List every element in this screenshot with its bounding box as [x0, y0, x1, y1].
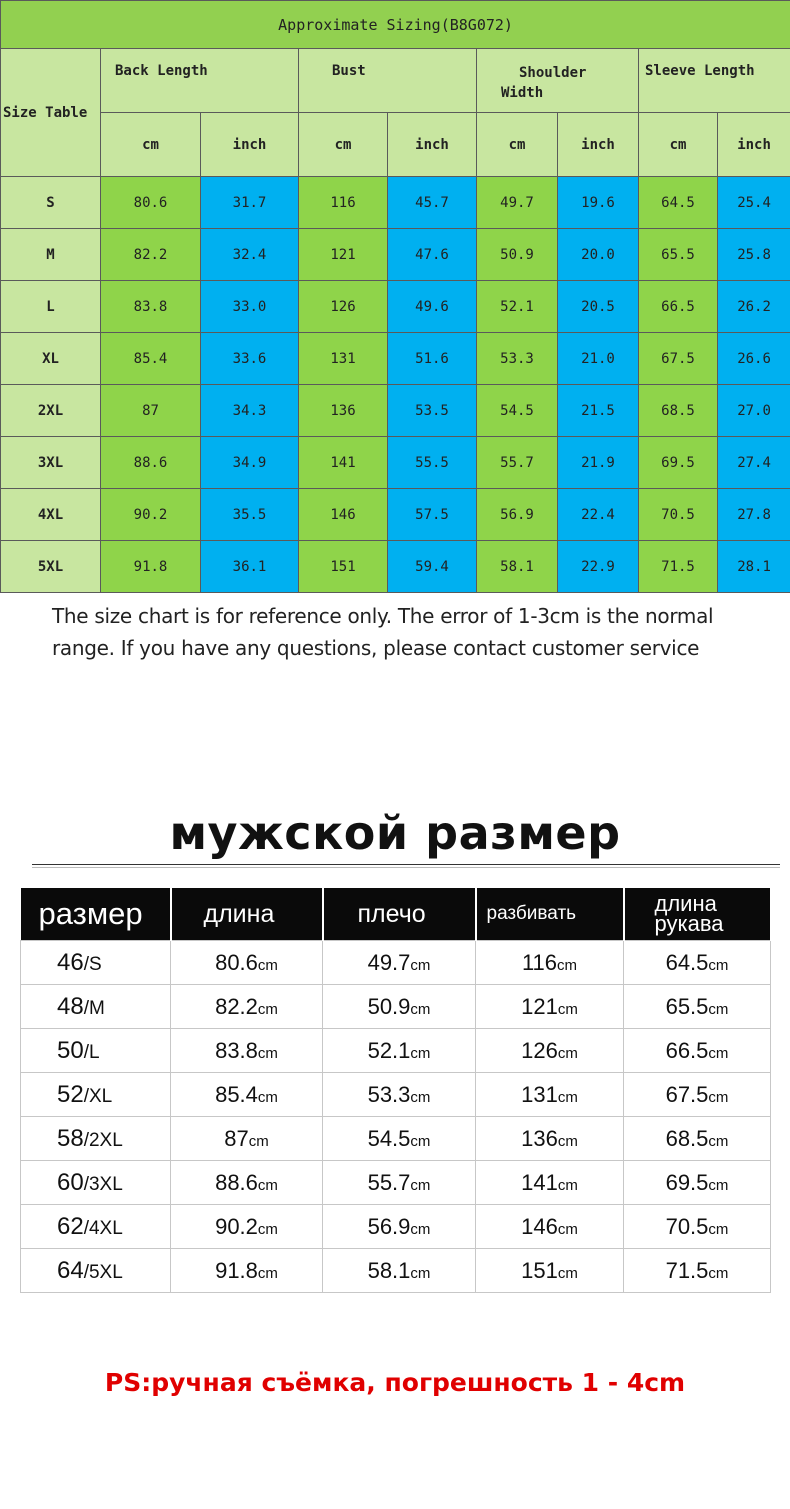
size-label: 4XL [1, 489, 101, 541]
cell-bust-cm: 136 [299, 385, 388, 437]
cell-sl-cm: 66.5 [639, 281, 718, 333]
unit-cm: cm [101, 113, 201, 177]
cell-back-in: 35.5 [201, 489, 299, 541]
cell-length [171, 985, 323, 1029]
value: 151 [521, 1257, 558, 1283]
cell-sh-in: 21.5 [558, 385, 639, 437]
header-length: длина [171, 888, 323, 941]
cell-bust-cm: 126 [299, 281, 388, 333]
int-size: /L [83, 1041, 100, 1063]
cell-shoulder [323, 1029, 476, 1073]
cell-bust [476, 1029, 624, 1073]
unit: cm [257, 1264, 278, 1282]
int-size: /XL [83, 1085, 113, 1107]
unit: cm [410, 1132, 431, 1150]
header-size: размер [21, 888, 171, 941]
cell-bust-in: 55.5 [388, 437, 477, 489]
unit-inch: inch [558, 113, 639, 177]
cell-back-cm: 83.8 [101, 281, 201, 333]
cell-bust-in: 57.5 [388, 489, 477, 541]
value: 87 [224, 1125, 249, 1151]
table-row [21, 1073, 771, 1117]
cell-bust [476, 1161, 624, 1205]
header-back-length: Back Length [101, 49, 299, 113]
unit: cm [257, 956, 278, 974]
cell-bust-cm: 146 [299, 489, 388, 541]
size-label: M [1, 229, 101, 281]
cell-sleeve [624, 1029, 771, 1073]
unit-inch: inch [201, 113, 299, 177]
unit: cm [557, 1044, 578, 1062]
cell-sleeve [624, 1117, 771, 1161]
header-bust: Bust [299, 49, 477, 113]
value: 70.5 [665, 1213, 709, 1239]
cell-back-cm: 91.8 [101, 541, 201, 593]
ru-size: 50 [57, 1036, 84, 1064]
unit-cm: cm [639, 113, 718, 177]
cell-shoulder [323, 1117, 476, 1161]
unit: cm [557, 1000, 578, 1018]
cell-sh-in: 19.6 [558, 177, 639, 229]
cell-sleeve [624, 941, 771, 985]
size-cell [21, 1073, 171, 1117]
value: 54.5 [367, 1125, 411, 1151]
size-cell [21, 1029, 171, 1073]
ps-note: PS:ручная съёмка, погрешность 1 - 4cm [104, 1368, 686, 1397]
cell-sh-in: 21.9 [558, 437, 639, 489]
unit: cm [557, 1220, 578, 1238]
int-size: /3XL [83, 1173, 123, 1195]
size-cell [21, 1205, 171, 1249]
size-chart-russian [20, 888, 772, 1293]
cell-sleeve [624, 1161, 771, 1205]
unit: cm [410, 1000, 431, 1018]
value: 90.2 [215, 1213, 258, 1239]
cell-back-cm: 85.4 [101, 333, 201, 385]
value: 91.8 [215, 1257, 258, 1283]
ru-size: 58 [57, 1124, 84, 1152]
cell-sh-cm: 50.9 [477, 229, 558, 281]
table-row [21, 1161, 771, 1205]
cell-back-in: 34.3 [201, 385, 299, 437]
cell-sh-in: 21.0 [558, 333, 639, 385]
cell-bust-cm: 151 [299, 541, 388, 593]
cell-back-in: 33.0 [201, 281, 299, 333]
cell-shoulder [323, 1073, 476, 1117]
table-row [1, 281, 790, 333]
header-shoulder-width [477, 49, 639, 113]
int-size: /S [83, 953, 102, 975]
value: 67.5 [665, 1081, 709, 1107]
cell-sl-in: 27.4 [718, 437, 790, 489]
value: 121 [521, 993, 558, 1019]
cell-back-in: 31.7 [201, 177, 299, 229]
value: 50.9 [367, 993, 411, 1019]
table-row [1, 229, 790, 281]
cell-sl-cm: 68.5 [639, 385, 718, 437]
cell-bust-in: 47.6 [388, 229, 477, 281]
cell-bust [476, 1205, 624, 1249]
value: 131 [521, 1081, 558, 1107]
cell-back-cm: 80.6 [101, 177, 201, 229]
unit: cm [410, 1176, 431, 1194]
value: 53.3 [367, 1081, 411, 1107]
ru-size: 52 [57, 1080, 84, 1108]
cell-sl-cm: 67.5 [639, 333, 718, 385]
value: 65.5 [665, 993, 709, 1019]
unit: cm [257, 1220, 278, 1238]
cell-length [171, 1073, 323, 1117]
shoulder-line1: Shoulder [519, 65, 587, 81]
cell-length [171, 1161, 323, 1205]
size-label: XL [1, 333, 101, 385]
size-table-label: Size Table [1, 49, 101, 177]
cell-bust-cm: 141 [299, 437, 388, 489]
cell-bust-cm: 116 [299, 177, 388, 229]
value: 85.4 [215, 1081, 258, 1107]
cell-back-in: 34.9 [201, 437, 299, 489]
cell-length [171, 941, 323, 985]
size-cell [21, 1161, 171, 1205]
size-label: 5XL [1, 541, 101, 593]
sleeve-line2: рукава [654, 911, 724, 936]
cell-sh-cm: 49.7 [477, 177, 558, 229]
cell-sh-in: 20.5 [558, 281, 639, 333]
cell-sleeve [624, 985, 771, 1029]
unit: cm [708, 1176, 729, 1194]
ru-size: 46 [57, 948, 84, 976]
title-divider [32, 864, 780, 865]
cell-sh-cm: 54.5 [477, 385, 558, 437]
cell-sl-in: 26.2 [718, 281, 790, 333]
cell-sl-in: 25.8 [718, 229, 790, 281]
unit: cm [257, 1000, 278, 1018]
value: 52.1 [367, 1037, 411, 1063]
size-note: The size chart is for reference only. The error of 1-3cm is the normal range. If you have any questions, please contact customer service [52, 604, 714, 660]
cell-shoulder [323, 1161, 476, 1205]
size-label: 3XL [1, 437, 101, 489]
table-row [1, 385, 790, 437]
cell-bust [476, 1117, 624, 1161]
size-cell [21, 1249, 171, 1293]
value: 68.5 [665, 1125, 709, 1151]
cell-bust [476, 1249, 624, 1293]
unit: cm [248, 1132, 269, 1150]
table-row [1, 177, 790, 229]
int-size: /5XL [83, 1261, 123, 1283]
table-row [21, 985, 771, 1029]
unit: cm [557, 1132, 578, 1150]
cell-shoulder [323, 985, 476, 1029]
table-row [21, 1117, 771, 1161]
cell-bust-cm: 121 [299, 229, 388, 281]
cell-sh-in: 22.9 [558, 541, 639, 593]
size-label: 2XL [1, 385, 101, 437]
shoulder-line2: Width [501, 85, 544, 101]
size-label: L [1, 281, 101, 333]
cell-length [171, 1029, 323, 1073]
cell-shoulder [323, 941, 476, 985]
header-sleeve-length: Sleeve Length [639, 49, 790, 113]
cell-length [171, 1205, 323, 1249]
value: 146 [521, 1213, 558, 1239]
cell-sh-cm: 56.9 [477, 489, 558, 541]
unit-cm: cm [299, 113, 388, 177]
unit: cm [410, 1264, 431, 1282]
ru-size: 64 [57, 1256, 84, 1284]
cell-back-in: 33.6 [201, 333, 299, 385]
cell-bust-in: 53.5 [388, 385, 477, 437]
cell-sl-in: 27.0 [718, 385, 790, 437]
cell-bust [476, 1073, 624, 1117]
unit: cm [410, 1220, 431, 1238]
table-row [1, 489, 790, 541]
size-chart-english [0, 0, 790, 593]
int-size: /4XL [83, 1217, 123, 1239]
cell-bust-in: 59.4 [388, 541, 477, 593]
value: 49.7 [367, 949, 411, 975]
cell-sh-cm: 58.1 [477, 541, 558, 593]
cell-sl-cm: 69.5 [639, 437, 718, 489]
value: 71.5 [665, 1257, 709, 1283]
unit: cm [708, 1088, 729, 1106]
int-size: /M [83, 997, 105, 1019]
value: 141 [521, 1169, 558, 1195]
unit-inch: inch [718, 113, 790, 177]
table-row [21, 1029, 771, 1073]
cell-back-in: 36.1 [201, 541, 299, 593]
table-row [1, 541, 790, 593]
cell-sl-in: 26.6 [718, 333, 790, 385]
cell-bust-in: 49.6 [388, 281, 477, 333]
value: 55.7 [367, 1169, 411, 1195]
value: 56.9 [367, 1213, 411, 1239]
cell-sl-in: 27.8 [718, 489, 790, 541]
table-row [21, 1249, 771, 1293]
int-size: /2XL [83, 1129, 123, 1151]
cell-length [171, 1117, 323, 1161]
unit: cm [708, 956, 729, 974]
cell-back-cm: 90.2 [101, 489, 201, 541]
cell-sl-cm: 64.5 [639, 177, 718, 229]
unit: cm [708, 1220, 729, 1238]
header-sleeve [624, 888, 771, 941]
cell-length [171, 1249, 323, 1293]
cell-sh-cm: 52.1 [477, 281, 558, 333]
table-row [1, 333, 790, 385]
size-cell [21, 1117, 171, 1161]
cell-bust [476, 941, 624, 985]
value: 82.2 [215, 993, 258, 1019]
unit: cm [557, 1088, 578, 1106]
cell-bust-in: 45.7 [388, 177, 477, 229]
value: 64.5 [665, 949, 709, 975]
cell-shoulder [323, 1205, 476, 1249]
size-cell [21, 941, 171, 985]
sleeve-line1: длина [654, 891, 717, 916]
cell-bust-in: 51.6 [388, 333, 477, 385]
unit: cm [557, 1176, 578, 1194]
size-label: S [1, 177, 101, 229]
ru-size: 60 [57, 1168, 84, 1196]
cell-back-cm: 88.6 [101, 437, 201, 489]
cell-sl-cm: 71.5 [639, 541, 718, 593]
unit: cm [708, 1000, 729, 1018]
cell-bust-cm: 131 [299, 333, 388, 385]
value: 116 [521, 949, 558, 975]
value: 83.8 [215, 1037, 258, 1063]
cell-sleeve [624, 1249, 771, 1293]
ru-size: 62 [57, 1212, 84, 1240]
size-cell [21, 985, 171, 1029]
cell-sh-cm: 55.7 [477, 437, 558, 489]
unit: cm [557, 956, 578, 974]
header-bust: разбивать [476, 888, 624, 941]
unit: cm [708, 1264, 729, 1282]
unit: cm [410, 1044, 431, 1062]
value: 58.1 [367, 1257, 411, 1283]
value: 66.5 [665, 1037, 709, 1063]
unit: cm [708, 1132, 729, 1150]
table-row [21, 941, 771, 985]
unit: cm [557, 1264, 578, 1282]
cell-sl-in: 28.1 [718, 541, 790, 593]
unit: cm [410, 956, 431, 974]
cell-back-in: 32.4 [201, 229, 299, 281]
value: 69.5 [665, 1169, 709, 1195]
unit-cm: cm [477, 113, 558, 177]
cell-back-cm: 87 [101, 385, 201, 437]
unit: cm [257, 1044, 278, 1062]
value: 126 [521, 1037, 558, 1063]
unit: cm [708, 1044, 729, 1062]
cell-sl-cm: 70.5 [639, 489, 718, 541]
cell-sleeve [624, 1073, 771, 1117]
unit-inch: inch [388, 113, 477, 177]
cell-sh-cm: 53.3 [477, 333, 558, 385]
cell-sl-cm: 65.5 [639, 229, 718, 281]
header-shoulder: плечо [323, 888, 476, 941]
ru-size: 48 [57, 992, 84, 1020]
cell-back-cm: 82.2 [101, 229, 201, 281]
unit: cm [410, 1088, 431, 1106]
cell-sl-in: 25.4 [718, 177, 790, 229]
chart-title: Approximate Sizing(B8G072) [1, 1, 790, 49]
table-row [1, 437, 790, 489]
cell-sh-in: 20.0 [558, 229, 639, 281]
table-row [21, 1205, 771, 1249]
cell-bust [476, 985, 624, 1029]
unit: cm [257, 1176, 278, 1194]
value: 80.6 [215, 949, 258, 975]
unit: cm [257, 1088, 278, 1106]
russian-chart-title: мужской размер [169, 806, 621, 860]
value: 88.6 [215, 1169, 258, 1195]
cell-sleeve [624, 1205, 771, 1249]
cell-shoulder [323, 1249, 476, 1293]
value: 136 [521, 1125, 558, 1151]
cell-sh-in: 22.4 [558, 489, 639, 541]
